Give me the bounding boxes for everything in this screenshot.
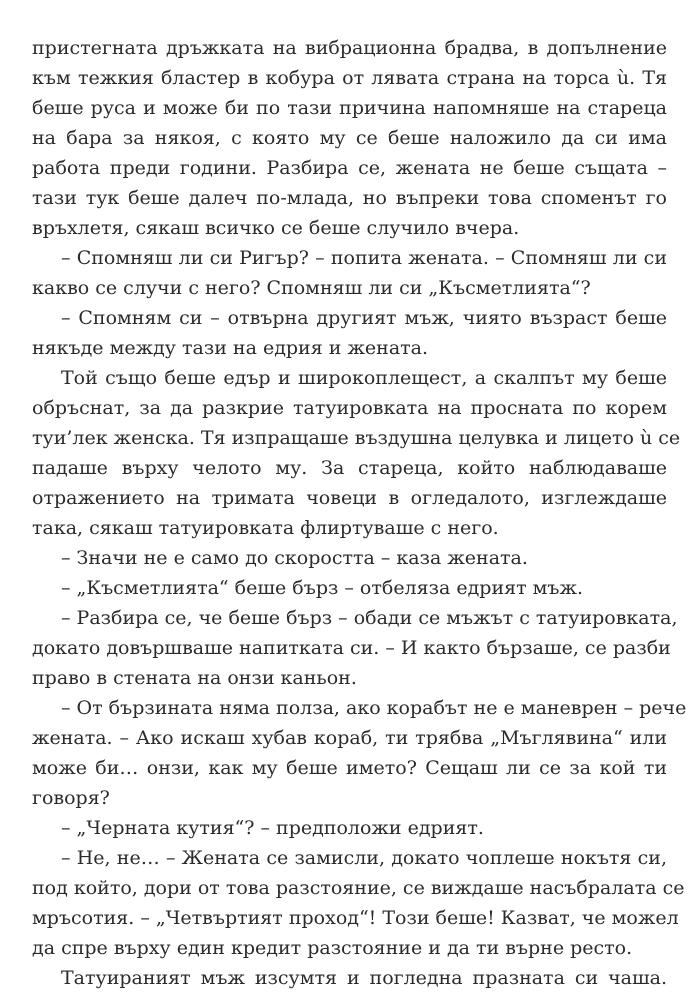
text-line: мръсотия. – „Четвъртият проход“! Този беше! Казват, че можел	[32, 907, 679, 929]
text-line: туи’лек женска. Тя изпращаше въздушна целувка и лицето ù се	[32, 427, 681, 449]
text-line: – „Късметлията“ беше бърз – отбеляза едрият мъж.	[61, 577, 584, 599]
text-line: докато довършваше напитката си. – И както бързаше, се разби	[32, 637, 671, 659]
text-line: жената. – Ако искаш хубав кораб, ти трябва „Мъглявина“ или	[32, 727, 667, 749]
text-line: – Спомняш ли си Ригър? – попита жената. – Спомняш ли си	[61, 247, 667, 269]
text-line: право в стената на онзи каньон.	[32, 667, 357, 689]
text-line: говоря?	[32, 787, 110, 809]
text-line: към тежкия бластер в кобура от лявата страна на торса ù. Тя	[32, 67, 667, 89]
text-line: Татуираният мъж изсумтя и погледна празната си чаша.	[61, 967, 667, 989]
text-line: – Разбира се, че беше бърз – обади се мъжът с татуировката,	[61, 607, 678, 629]
text-line: какво се случи с него? Спомняш ли си „Късметлията“?	[32, 277, 591, 299]
text-line: може би… онзи, как му беше името? Сещаш ли се за кой ти	[32, 757, 667, 779]
text-line: падаше върху челото му. За стареца, който наблюдаваше	[32, 457, 667, 479]
text-line: пристегната дръжката на вибрационна брадва, в допълнение	[32, 37, 667, 59]
text-line: някъде между тази на едрия и жената.	[32, 337, 429, 359]
text-line: – „Черната кутия“? – предположи едрият.	[61, 817, 484, 839]
text-line: беше руса и може би по тази причина напомняше на стареца	[32, 97, 667, 119]
text-line: връхлетя, сякаш всичко се беше случило вчера.	[32, 217, 520, 239]
text-line: обръснат, за да разкрие татуировката на проснатa по корем	[32, 397, 667, 419]
text-line: – От бързината няма полза, ако корабът не е маневрен – рече	[61, 697, 687, 719]
text-line: – Не, не… – Жената се замисли, докато чоплеше нокътя си,	[61, 847, 667, 869]
text-line: под който, дори от това разстояние, се виждаше насъбралата се	[32, 877, 685, 899]
text-line: – Спомням си – отвърна другият мъж, чиято възраст беше	[61, 307, 667, 329]
text-line: отражението на тримата човеци в огледалото, изглеждаше	[32, 487, 667, 509]
text-line: тази тук беше далеч по-млада, но въпреки това споменът го	[32, 187, 667, 209]
text-line: да спре върху един кредит разстояние и да ти върне ресто.	[32, 937, 633, 959]
text-line: – Значи не е само до скоростта – каза жената.	[61, 547, 528, 569]
text-line: работа преди години. Разбира се, жената не беше същата –	[32, 157, 667, 179]
text-line: така, сякаш татуировката флиртуваше с него.	[32, 517, 499, 539]
text-line: на бара за някоя, с която му се беше наложило да си има	[32, 127, 667, 149]
text-line: Той също беше едър и широкоплещест, а скалпът му беше	[61, 367, 667, 389]
